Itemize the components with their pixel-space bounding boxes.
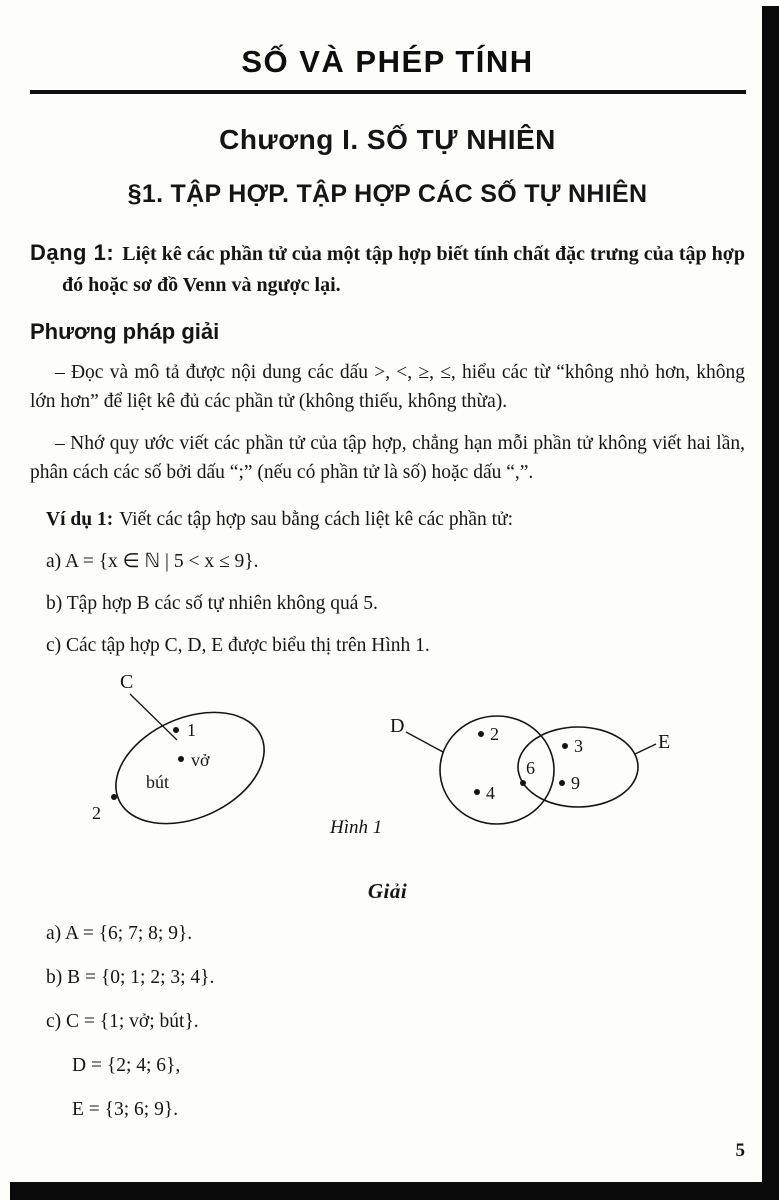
set-c-label: C xyxy=(120,671,134,693)
set-d-leader-line xyxy=(406,732,443,752)
figure-caption: Hình 1 xyxy=(330,817,383,838)
scan-edge-right xyxy=(762,6,779,1200)
page-number: 5 xyxy=(735,1140,745,1161)
method-paragraph-1: – Đọc và mô tả được nội dung các dấu >, <, ≥, ≤, hiểu các từ “không nhỏ hơn, không lớn hơn” để liệt kê đủ các phần tử (không thiếu, không thừa). xyxy=(30,362,745,412)
dot-element-6 xyxy=(520,780,526,786)
example-item-a: a) A = {x ∈ ℕ | 5 < x ≤ 9}. xyxy=(46,551,259,572)
dot-element-vo xyxy=(178,756,184,762)
set-c-ellipse xyxy=(98,691,281,846)
example-label: Ví dụ 1: xyxy=(46,509,114,530)
element-but: bút xyxy=(146,772,170,792)
dot-element-2-outside xyxy=(111,794,117,800)
problem-type-paragraph xyxy=(30,237,745,301)
example-item-c: c) Các tập hợp C, D, E được biểu thị trên Hình 1. xyxy=(46,635,430,656)
dot-element-e9 xyxy=(559,780,565,786)
set-d-label: D xyxy=(390,715,405,737)
page-title: SỐ VÀ PHÉP TÍNH xyxy=(241,44,534,79)
element-e3: 3 xyxy=(574,736,583,756)
section-title: §1. TẬP HỢP. TẬP HỢP CÁC SỐ TỰ NHIÊN xyxy=(127,180,648,208)
set-e-leader-line xyxy=(635,744,656,754)
set-c-leader-line xyxy=(130,694,177,740)
solution-item-e: E = {3; 6; 9}. xyxy=(72,1099,179,1120)
method-paragraph-2: – Nhớ quy ước viết các phần tử của tập hợp, chẳng hạn mỗi phần tử không viết hai lần, phân cách các số bởi dấu “;” (nếu có phần tử là số) hoặc dấu “,”. xyxy=(30,433,745,483)
problem-type-text: Liệt kê các phần tử của một tập hợp biết tính chất đặc trưng của tập hợp đó hoặc sơ đồ Venn và ngược lại. xyxy=(62,243,745,296)
solution-item-b: b) B = {0; 1; 2; 3; 4}. xyxy=(46,967,215,988)
element-1: 1 xyxy=(187,720,196,740)
figure-container xyxy=(40,670,745,855)
element-d2: 2 xyxy=(490,724,499,744)
dot-element-d2 xyxy=(478,731,484,737)
set-e-label: E xyxy=(658,731,671,753)
example-text: Viết các tập hợp sau bằng cách liệt kê các phần tử: xyxy=(119,509,514,530)
dot-element-1 xyxy=(173,727,179,733)
example-item-b: b) Tập hợp B các số tự nhiên không quá 5. xyxy=(46,593,378,614)
element-vo: vở xyxy=(191,750,210,770)
venn-diagram-figure xyxy=(40,670,750,850)
chapter-title: Chương I. SỐ TỰ NHIÊN xyxy=(219,124,556,155)
example-paragraph xyxy=(30,505,745,534)
dot-element-d4 xyxy=(474,789,480,795)
solution-item-a: a) A = {6; 7; 8; 9}. xyxy=(46,923,193,944)
problem-type-label: Dạng 1: xyxy=(30,240,115,265)
element-e9: 9 xyxy=(571,773,580,793)
dot-element-e3 xyxy=(562,743,568,749)
page-content xyxy=(30,44,745,1124)
element-d4: 4 xyxy=(486,783,495,803)
element-2-outside: 2 xyxy=(92,803,101,823)
element-intersection-6: 6 xyxy=(526,758,535,778)
solution-item-c: c) C = {1; vở; bút}. xyxy=(46,1011,199,1032)
solution-heading: Giải xyxy=(367,879,408,903)
solution-item-d: D = {2; 4; 6}, xyxy=(72,1055,181,1076)
scan-edge-bottom xyxy=(10,1182,779,1200)
method-heading: Phương pháp giải xyxy=(30,319,220,344)
title-rule xyxy=(30,90,746,94)
